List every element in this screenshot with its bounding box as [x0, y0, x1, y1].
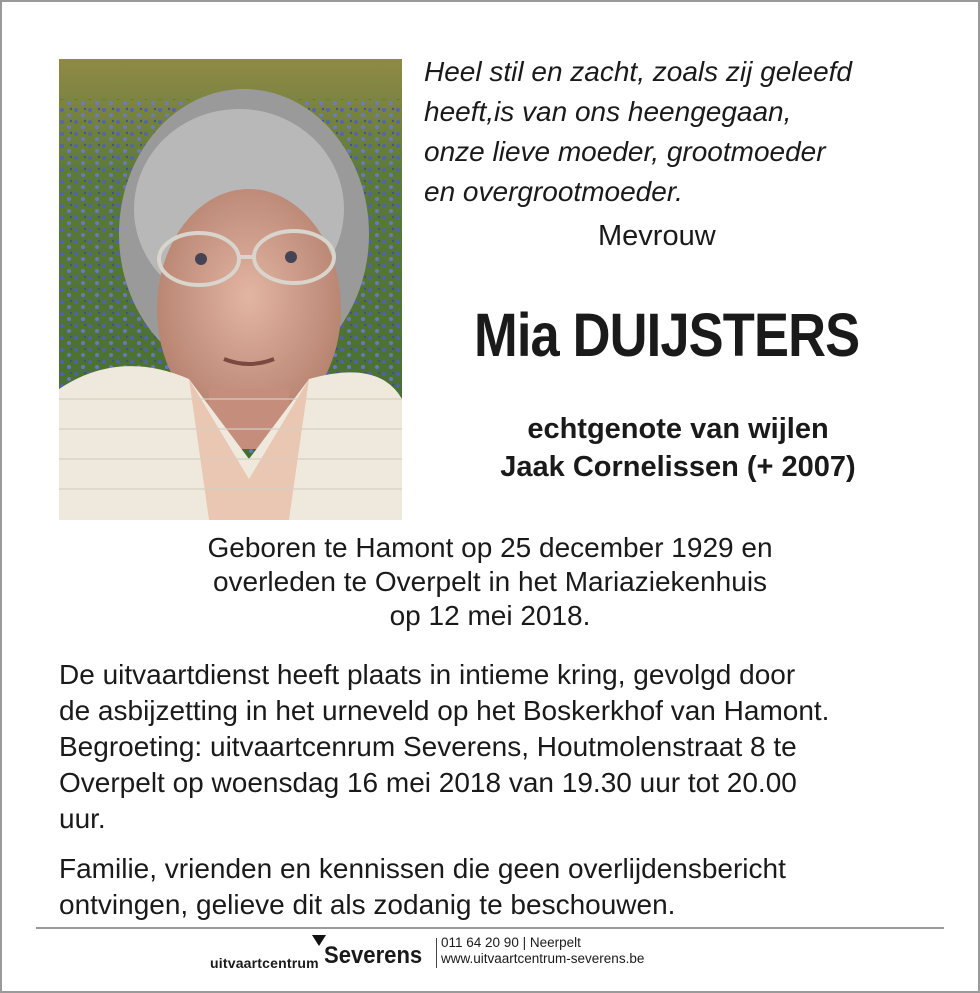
logo-subtitle: uitvaartcentrum [210, 955, 319, 971]
poem-line: onze lieve moeder, grootmoeder [424, 136, 826, 167]
service-line: uur. [59, 803, 106, 834]
spouse-info [410, 410, 946, 486]
spouse-line: Jaak Cornelissen (+ 2007) [500, 451, 856, 483]
service-line: de asbijzetting in het urneveld op het Boskerkhof van Hamont. [59, 695, 830, 726]
contact-phone: 011 64 20 90 | Neerpelt [441, 935, 581, 950]
logo-name: Severens [324, 942, 423, 969]
honorific-title: Mevrouw [598, 220, 716, 252]
contact-info [441, 935, 644, 967]
deceased-name: Mia DUIJSTERS [474, 301, 860, 369]
poem-line: heeft,is van ons heengegaan, [424, 96, 792, 127]
family-note-line: Familie, vrienden en kennissen die geen overlijdensbericht [59, 853, 786, 884]
family-note [59, 851, 959, 923]
portrait-photo [59, 59, 402, 520]
poem-line: Heel stil en zacht, zoals zij geleefd [424, 56, 852, 87]
birth-death-line: Geboren te Hamont op 25 december 1929 en [207, 532, 773, 563]
poem-line: en overgrootmoeder. [424, 176, 683, 207]
poem [424, 52, 944, 212]
footer [0, 930, 980, 980]
birth-death-info [0, 531, 980, 633]
birth-death-line: op 12 mei 2018. [389, 600, 591, 631]
footer-separator [436, 938, 437, 968]
service-line: De uitvaartdienst heeft plaats in intieme kring, gevolgd door [59, 659, 796, 690]
contact-website: www.uitvaartcentrum-severens.be [441, 951, 645, 966]
spouse-line: echtgenote van wijlen [527, 413, 829, 445]
footer-divider-line [36, 927, 944, 929]
service-line: Begroeting: uitvaartcenrum Severens, Houtmolenstraat 8 te [59, 731, 797, 762]
portrait-image [59, 59, 402, 520]
service-info [59, 657, 959, 837]
service-line: Overpelt op woensdag 16 mei 2018 van 19.30 uur tot 20.00 [59, 767, 797, 798]
family-note-line: ontvingen, gelieve dit als zodanig te beschouwen. [59, 889, 676, 920]
birth-death-line: overleden te Overpelt in het Mariaziekenhuis [212, 566, 768, 597]
